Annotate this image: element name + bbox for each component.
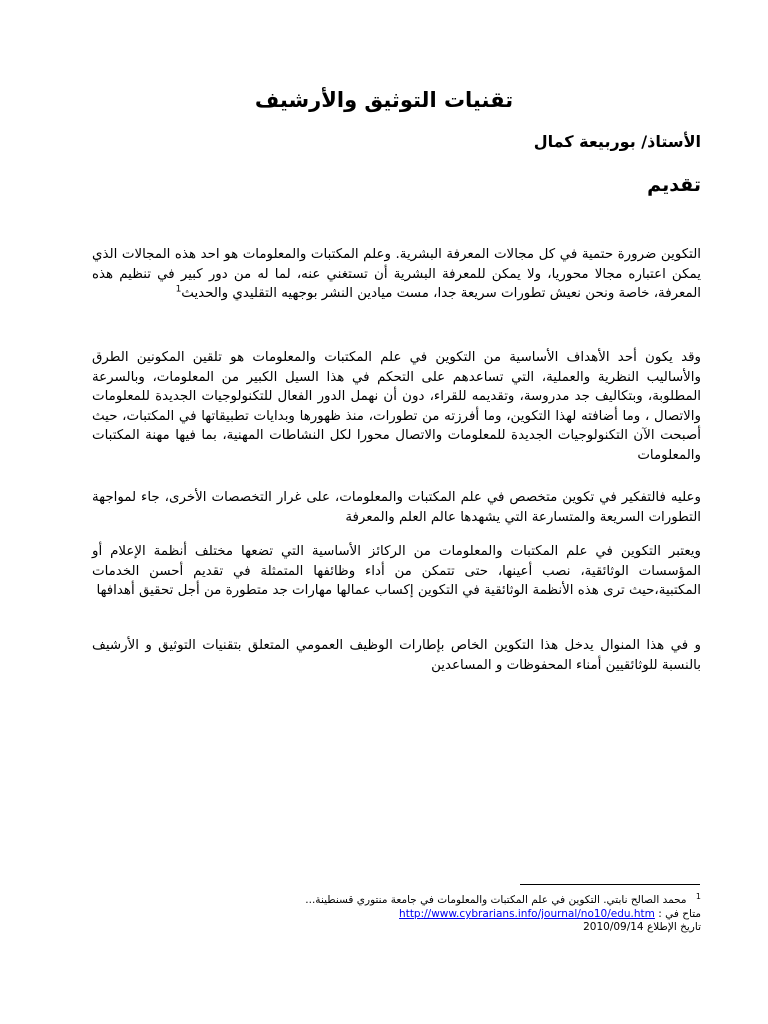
footnote-number: 1	[695, 891, 701, 901]
footnote-access-date: 2010/09/14	[583, 921, 644, 933]
section-heading: تقديم	[647, 174, 701, 196]
body-paragraph: و في هذا المنوال يدخل هذا التكوين الخاص بإطارات الوظيف العمومي المتعلق بتقنيات التوثيق و الأرشيف بالنسبة للوثائقيين أمناء المحفوظات و المساعدين	[92, 638, 701, 673]
footnote-access-label: تاريخ الإطلاع	[646, 921, 701, 933]
footnote-access-line	[240, 921, 701, 934]
body-paragraph	[92, 245, 701, 304]
footnote-separator	[520, 884, 700, 885]
body-paragraph: ويعتبر التكوين في علم المكتبات والمعلومات من الركائز الأساسية التي تضعها مختلف أنظمة الإعلام أو المؤسسات الوثائقية، نصب أعينها، حتى تتمكن من أداء وظائفها المتمثلة في تقديم أحسن الخدمات المكتبية،حيث ترى هذه الأنظمة الوثائقية في التكوين إكساب عمالها مهارات جد متطورة من أجل تحقيق أهدافها	[92, 544, 701, 598]
document-title: تقنيات التوثيق والأرشيف	[254, 88, 514, 112]
footnote-available-label: متاح في :	[658, 908, 701, 920]
paragraph-text: التكوين ضرورة حتمية في كل مجالات المعرفة البشرية. وعلم المكتبات والمعلومات هو احد هذه المجالات الذي يمكن اعتباره مجالا محوريا، ولا يمكن للمعرفة البشرية أن تستغني عنه، لما له من دور كبير في تنظيم هذه المعرفة، خاصة ونحن نعيش تطورات سريعة جدا، مست ميادين النشر بوجهيه التقليدي والحديث	[92, 247, 701, 301]
author-name: الأستاذ/ بوربيعة كمال	[533, 132, 701, 151]
footnote-reference[interactable]: 1	[175, 284, 182, 295]
footnote-citation-text: محمد الصالح نابتي. التكوين في علم المكتبات والمعلومات في جامعة منتوري قسنطينة...	[305, 894, 687, 906]
footnote-citation	[240, 891, 701, 907]
body-paragraph: وعليه فالتفكير في تكوين متخصص في علم المكتبات والمعلومات، على غرار التخصصات الأخرى، جاء لمواجهة التطورات السريعة والمتسارعة التي يشهدها عالم العلم والمعرفة	[92, 490, 701, 525]
body-paragraph: وقد يكون أحد الأهداف الأساسية من التكوين في علم المكتبات والمعلومات هو تلقين المكونين الطرق والأساليب النظرية والعملية، التي تساعدهم على التحكم في هذا السيل الكبير من المعلومات، وبالسرعة المطلوبة، وبتكاليف جد مدروسة، وتقديمه للقراء، دون أن نهمل الدور الفعال للتكنولوجيات الجديدة للمعلومات والاتصال ، وما أضافته لهذا التكوين، وما أفرزته من تطورات، منذ ظهورها وبدايات تطبيقاتها في المكتبات، حيث أصبحت الآن التكنولوجيات الجديدة للمعلومات والاتصال محورا لكل النشاطات المهنية، بما فيها مهنة المكتبات والمعلومات	[92, 350, 701, 463]
footnote-url-link[interactable]: http://www.cybrarians.info/journal/no10/edu.htm	[399, 908, 655, 920]
footnote-source-line	[240, 908, 701, 921]
